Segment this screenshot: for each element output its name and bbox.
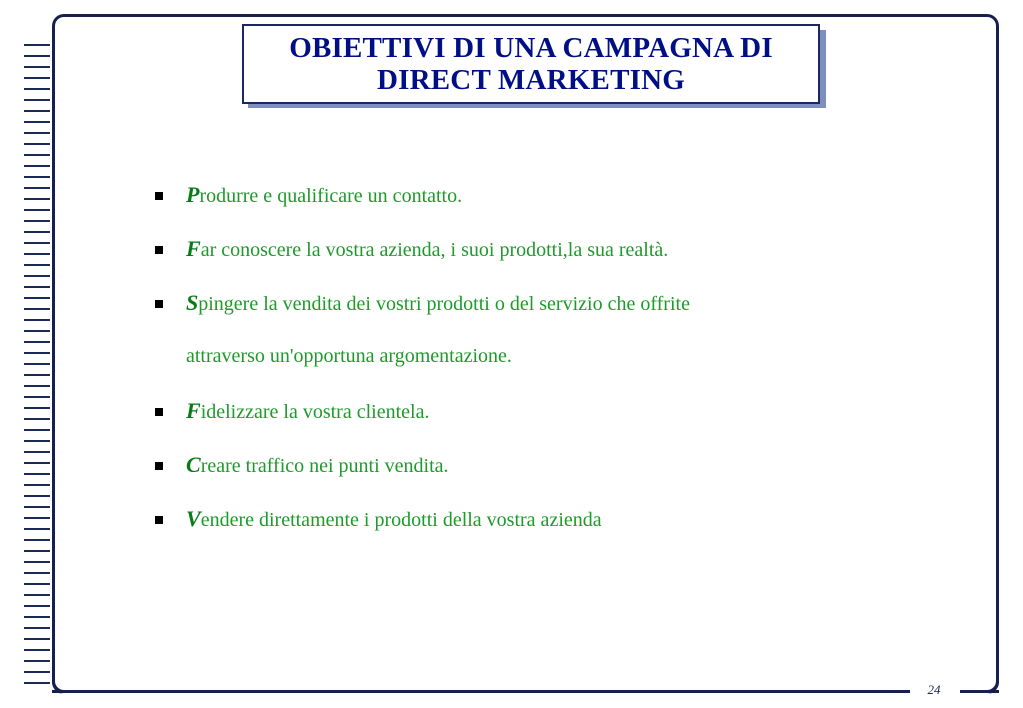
title-box: [242, 24, 820, 104]
bullet-square-icon: [155, 408, 163, 416]
bullet-square-icon: [155, 192, 163, 200]
frame-bottom-line: [52, 690, 910, 693]
bullet-text: Far conoscere la vostra azienda, i suoi prodotti,la sua realtà.: [186, 236, 669, 261]
bullet-text: Spingere la vendita dei vostri prodotti o del servizio che offrite attraverso un'opportuna argomentazione.: [186, 290, 690, 367]
page-number: 24: [927, 682, 941, 697]
bullet-text: Produrre e qualificare un contatto.: [186, 182, 463, 207]
slide-title: OBIETTIVI DI UNA CAMPAGNA DI DIRECT MARKETING: [289, 32, 773, 96]
bullet-square-icon: [155, 300, 163, 308]
bullet-text: Fidelizzare la vostra clientela.: [186, 398, 430, 423]
notebook-binding: [24, 36, 50, 684]
bullet-square-icon: [155, 516, 163, 524]
bullet-square-icon: [155, 246, 163, 254]
bullet-square-icon: [155, 462, 163, 470]
bullet-text: Vendere direttamente i prodotti della vostra azienda: [186, 506, 602, 531]
bullet-text: Creare traffico nei punti vendita.: [186, 452, 449, 477]
